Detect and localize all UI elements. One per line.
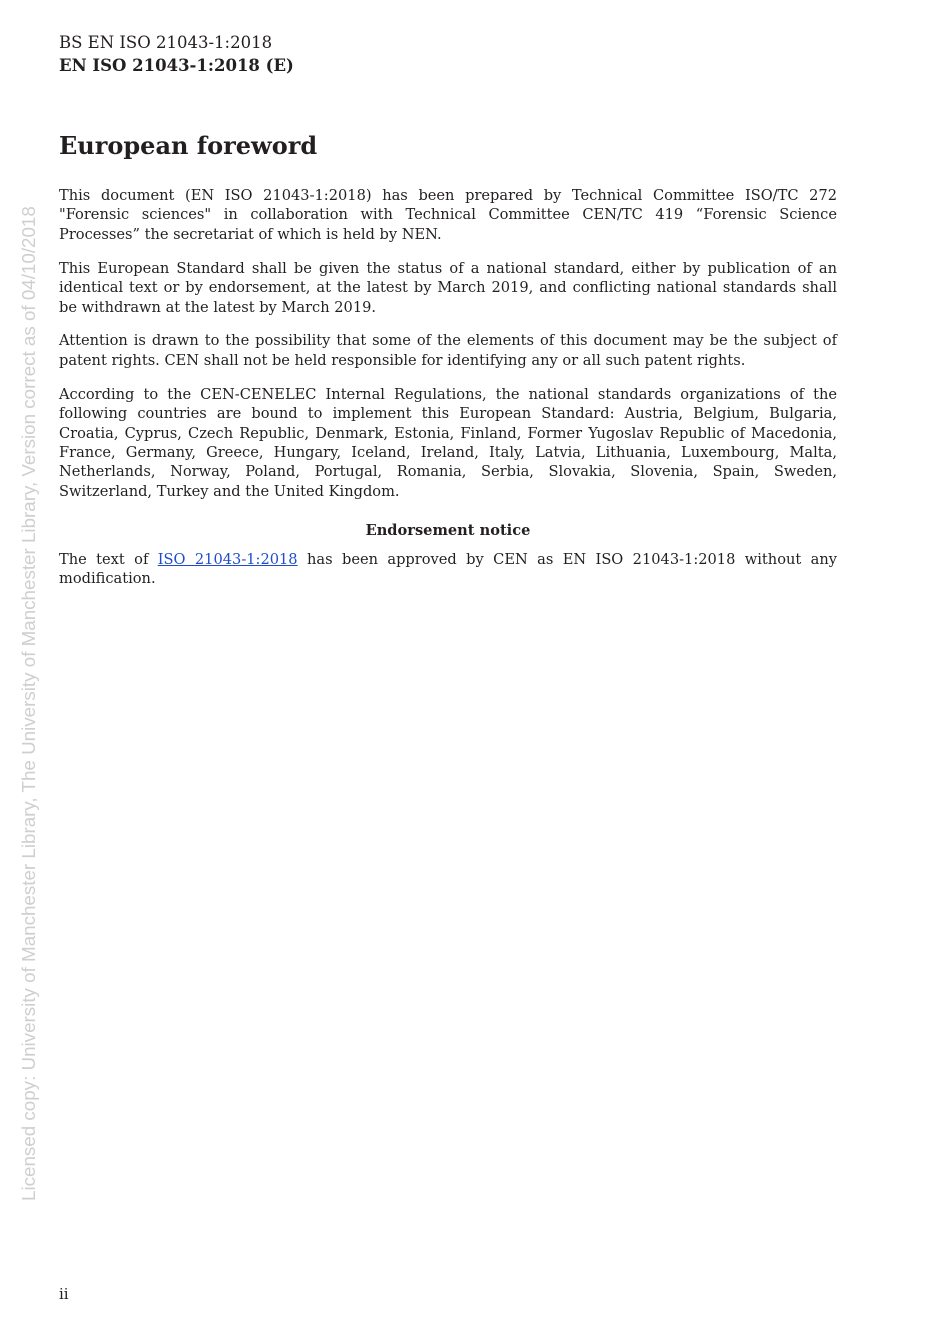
header-en-standard-number: EN ISO 21043-1:2018 (E)	[59, 56, 294, 75]
header-standard-number: BS EN ISO 21043-1:2018	[59, 33, 273, 52]
iso-standard-link[interactable]: ISO 21043-1:2018	[157, 550, 298, 568]
paragraph-preparation: This document (EN ISO 21043-1:2018) has been prepared by Technical Committee ISO/TC 272 "Forensic sciences" in collaboration with Technical Committee CEN/TC 419 “Forensic Science Processes” the secretariat of which is held by NEN.	[59, 187, 837, 243]
page-number: ii	[59, 1285, 69, 1303]
paragraph-countries: According to the CEN-CENELEC Internal Regulations, the national standards organizations of the following countries are bound to implement this European Standard: Austria, Belgium, Bulgaria, Croatia, Cyprus, Czech Republic, Denmark, Estonia, Finland, Former Yugoslav Republic of Macedonia, France, Germany, Greece, Hungary, Iceland, Ireland, Italy, Latvia, Lithuania, Luxembourg, Malta, Netherlands, Norway, Poland, Portugal, Romania, Serbia, Slovakia, Slovenia, Spain, Sweden, Switzerland, Turkey and the United Kingdom.	[59, 385, 837, 500]
document-header	[59, 31, 294, 77]
foreword-body	[59, 186, 837, 603]
license-watermark: Licensed copy: University of Manchester Library, The University of Manchester Library, Version correct as of 04/10/2018	[18, 206, 39, 1201]
page-title: European foreword	[59, 131, 318, 160]
endorsement-paragraph	[59, 550, 837, 589]
paragraph-patent-rights: Attention is drawn to the possibility that some of the elements of this document may be the subject of patent rights. CEN shall not be held responsible for identifying any or all such patent rights.	[59, 332, 837, 369]
endorsement-text-before: The text of	[59, 550, 158, 568]
endorsement-text-after: has been approved by CEN as EN ISO 21043-1:2018 without any modification.	[59, 550, 837, 587]
paragraph-status: This European Standard shall be given the status of a national standard, either by publication of an identical text or by endorsement, at the latest by March 2019, and conflicting national standards shall be withdrawn at the latest by March 2019.	[59, 259, 837, 316]
endorsement-notice-heading: Endorsement notice	[365, 522, 531, 540]
